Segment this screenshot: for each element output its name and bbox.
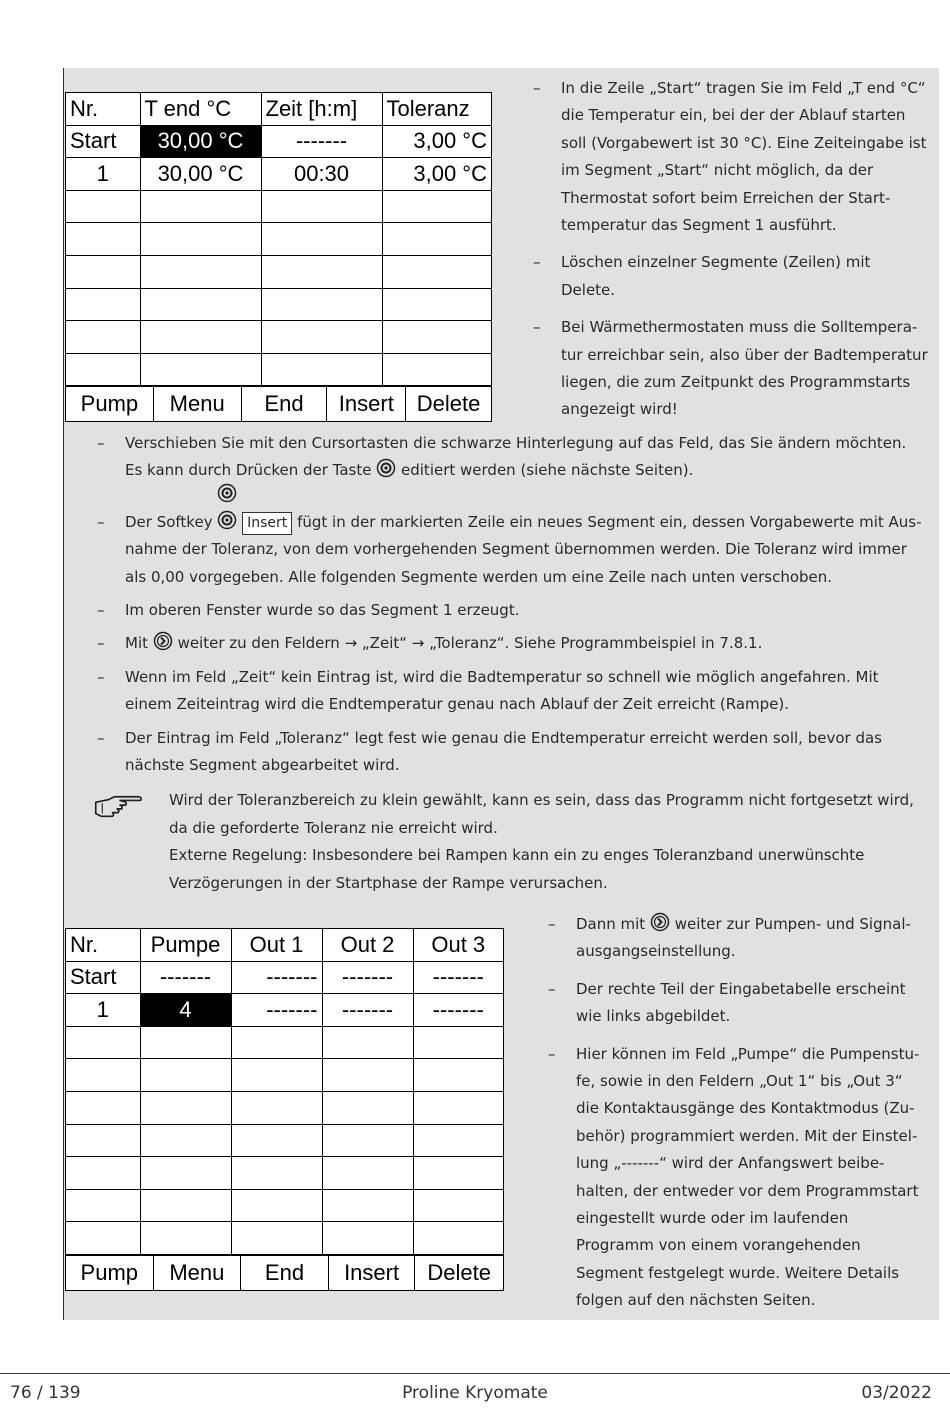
header-out-1: Out 1 <box>231 929 322 961</box>
document-title: Proline Kryomate <box>402 1383 548 1403</box>
bullet-item: – Verschieben Sie mit den Cursortasten die schwarze Hinterlegung auf das Feld, das Sie ändern möchten. Es kann durch Drücken der Taste editiert werden (siehe nächste Seiten). <box>97 434 907 480</box>
header-out-2: Out 2 <box>322 929 413 961</box>
softkey-bar <box>66 386 491 421</box>
softkey-pump[interactable]: Pump <box>80 1259 139 1285</box>
left-margin-line <box>63 68 64 1320</box>
bullet-text: Verschieben Sie mit den Cursortasten die schwarze Hinterlegung auf das Feld, das Sie ändern möchten. Es kann durch Drücken der Taste <box>125 434 907 480</box>
table-row-empty <box>66 1026 503 1059</box>
program-table-temperature <box>65 92 492 422</box>
bullet-text: Der Eintrag im Feld „Toleranz“ legt fest wie genau die Endtemperatur erreicht werden soll, bevor das nächste Segment abgearbeitet wird. <box>125 728 882 775</box>
table-row-empty <box>66 353 491 386</box>
table-row-empty <box>66 321 491 354</box>
bullet-text: Der rechte Teil der Eingabetabelle erscheint wie links abgebildet. <box>576 979 906 1026</box>
bullet-text: Der Softkey <box>125 512 213 531</box>
table-row <box>66 125 491 158</box>
bullet-item: – Dann mit weiter zur Pumpen- und Signalausgangseinstellung. <box>548 911 928 966</box>
softkey-delete[interactable]: Delete <box>405 387 491 421</box>
softkey-menu[interactable]: Menu <box>153 1256 241 1290</box>
table-row <box>66 961 503 994</box>
header-pumpe: Pumpe <box>140 929 231 961</box>
right-column-2 <box>548 911 928 1315</box>
table-row-empty <box>66 288 491 321</box>
table-header-row <box>66 93 491 125</box>
document-date: 03/2022 <box>861 1383 932 1403</box>
softkey-insert[interactable]: Insert <box>328 1256 415 1290</box>
bullet-text: fügt in der markierten Zeile ein neues Segment ein, dessen Vorgabewerte mit Ausnahme der Toleranz, von dem vorhergehenden Segment übernommen werden. Die Toleranz wird immer als 0,00 vorgegeben. Alle folgenden Segmente werden um eine Zeile nach unten verschoben. <box>125 512 922 586</box>
bullet-text: Wenn im Feld „Zeit“ kein Eintrag ist, wird die Badtemperatur so schnell wie möglich angefahren. Mit einem Zeiteintrag wird die Endtemperatur genau nach Ablauf der Zeit erreicht (Rampe). <box>125 667 879 714</box>
softkey-bar <box>66 1255 503 1290</box>
bullet-item: – Mit weiter zu den Feldern → „Zeit“ → „Toleranz“. Siehe Programmbeispiel in 7.8.1. <box>97 630 927 657</box>
bullet-text: Im oberen Fenster wurde so das Segment 1 erzeugt. <box>125 601 520 620</box>
right-column-1 <box>533 75 928 424</box>
pointing-hand-icon <box>91 793 149 821</box>
cell-out-1[interactable]: ------- <box>231 994 322 1027</box>
bullet-text: editiert werden (siehe nächste Seiten). <box>401 461 694 480</box>
bullet-text: Löschen einzelner Segmente (Zeilen) mit Delete. <box>561 253 871 299</box>
header-nr: Nr. <box>66 929 140 961</box>
note-block <box>97 787 927 897</box>
page-number: 76 / 139 <box>10 1383 81 1403</box>
bullet-text: Hier können im Feld „Pumpe“ die Pumpenstufe, sowie in den Feldern „Out 1“ bis „Out 3“ die Kontaktausgänge des Kontaktmodus (Zubehör) programmiert werden. Mit der Einstellung „-------“ wird der Anfangswert beibehalten, der entweder vor dem Programmstart eingestellt wurde oder im laufenden Programm von einem vorangehenden Segment festgelegt wurde. Weitere Details folgen auf den nächsten Seiten. <box>576 1044 920 1310</box>
cell-out-1[interactable]: ------- <box>231 961 322 994</box>
cell-out-3[interactable]: ------- <box>413 961 503 994</box>
table-row-empty <box>66 1091 503 1124</box>
header-nr: Nr. <box>66 93 140 125</box>
enter-key-icon <box>217 510 237 530</box>
cell-nr: Start <box>66 125 140 158</box>
bullet-item: – Löschen einzelner Segmente (Zeilen) mit Delete. <box>533 253 871 299</box>
softkey-menu[interactable]: Menu <box>153 387 241 421</box>
table-row-empty <box>66 1157 503 1190</box>
bullet-item: – In die Zeile „Start“ tragen Sie im Feld „T end °C“ die Temperatur ein, bei der der Ablauf starten soll (Vorgabewert ist 30 °C). Eine Zeiteingabe ist im Segment „Start“ nicht möglich, da der Thermostat sofort beim Erreichen der Starttemperatur das Segment 1 ausführt. <box>533 79 927 235</box>
bullet-text: Mit <box>125 634 148 653</box>
footer-rule <box>0 1373 950 1374</box>
right-arrow-key-icon <box>153 631 173 651</box>
header-toleranz: Toleranz <box>382 93 491 125</box>
header-out-3: Out 3 <box>413 929 503 961</box>
cell-pumpe-selected[interactable]: 4 <box>140 994 231 1027</box>
cell-out-3[interactable]: ------- <box>413 994 503 1027</box>
note-text: Wird der Toleranzbereich zu klein gewählt, kann es sein, dass das Programm nicht fortgesetzt wird, da die geforderte Toleranz nie erreicht wird. <box>169 791 914 837</box>
table-row-empty <box>66 1189 503 1222</box>
bullet-text: In die Zeile „Start“ tragen Sie im Feld „T end °C“ die Temperatur ein, bei der der Ablauf starten soll (Vorgabewert ist 30 °C). Eine Zeiteingabe ist im Segment „Start“ nicht möglich, da der Thermostat sofort beim Erreichen der Starttemperatur das Segment 1 ausführt. <box>561 79 927 235</box>
softkey-end[interactable]: End <box>240 1256 328 1290</box>
enter-key-icon <box>217 483 237 503</box>
bullet-text: Dann mit <box>576 915 646 933</box>
bullet-item: – Hier können im Feld „Pumpe“ die Pumpenstufe, sowie in den Feldern „Out 1“ bis „Out 3“ die Kontaktausgänge des Kontaktmodus (Zubehör) programmiert werden. Mit der Einstellung „-------“ wird der Anfangswert beibehalten, der entweder vor dem Programmstart eingestellt wurde oder im laufenden Programm von einem vorangehenden Segment festgelegt wurde. Weitere Details folgen auf den nächsten Seiten. <box>548 1044 920 1310</box>
cell-toleranz[interactable]: 3,00 °C <box>382 125 491 158</box>
table-row <box>66 994 503 1027</box>
enter-key-icon <box>376 458 396 478</box>
table-row-empty <box>66 1124 503 1157</box>
cell-nr: Start <box>66 961 140 994</box>
softkey-insert-label: Insert <box>242 512 292 535</box>
softkey-pump[interactable]: Pump <box>80 391 139 417</box>
bullet-text: weiter zu den Feldern → „Zeit“ → „Toleranz“. Siehe Programmbeispiel in 7.8.1. <box>177 634 763 653</box>
cell-t-end[interactable]: 30,00 °C <box>140 158 261 191</box>
bullet-item: – Der rechte Teil der Eingabetabelle erscheint wie links abgebildet. <box>548 979 906 1026</box>
table-row-empty <box>66 1059 503 1092</box>
cell-toleranz[interactable]: 3,00 °C <box>382 158 491 191</box>
header-zeit: Zeit [h:m] <box>261 93 382 125</box>
cell-out-2[interactable]: ------- <box>322 994 413 1027</box>
softkey-insert[interactable]: Insert <box>326 387 405 421</box>
cell-nr: 1 <box>66 158 140 191</box>
table-row <box>66 158 491 191</box>
header-t-end: T end °C <box>140 93 261 125</box>
bullet-item: – Bei Wärmethermostaten muss die Solltemperatur erreichbar sein, also über der Badtemperatur liegen, die zum Zeitpunkt des Programmstarts angezeigt wird! <box>533 318 928 419</box>
middle-section <box>97 430 927 897</box>
table-row-empty <box>66 255 491 288</box>
bullet-item: – Im oberen Fenster wurde so das Segment 1 erzeugt. <box>97 601 520 620</box>
right-arrow-key-icon <box>650 912 670 932</box>
cell-out-2[interactable]: ------- <box>322 961 413 994</box>
table-row-empty <box>66 190 491 223</box>
bullet-item: – Der Eintrag im Feld „Toleranz“ legt fest wie genau die Endtemperatur erreicht werden soll, bevor das nächste Segment abgearbeitet wird. <box>97 728 882 775</box>
bullet-text: weiter zur Pumpen- und Signalausgangseinstellung. <box>576 915 911 961</box>
table-row-empty <box>66 1222 503 1255</box>
softkey-end[interactable]: End <box>241 387 327 421</box>
cell-pumpe[interactable]: ------- <box>140 961 231 994</box>
cell-nr: 1 <box>66 994 140 1027</box>
table-header-row <box>66 929 503 961</box>
program-table-outputs <box>65 928 504 1291</box>
softkey-delete[interactable]: Delete <box>414 1256 503 1290</box>
bullet-item: – Der Softkey Insert fügt in der markierten Zeile ein neues Segment ein, dessen Vorgabewerte mit Ausnahme der Toleranz, von dem vorhergehenden Segment übernommen werden. Die Toleranz wird immer als 0,00 vorgegeben. Alle folgenden Segmente werden um eine Zeile nach unten verschoben. <box>97 509 927 591</box>
bullet-text: Bei Wärmethermostaten muss die Solltemperatur erreichbar sein, also über der Badtemperatur liegen, die zum Zeitpunkt des Programmstarts angezeigt wird! <box>561 318 928 419</box>
bullet-item: – Wenn im Feld „Zeit“ kein Eintrag ist, wird die Badtemperatur so schnell wie möglich angefahren. Mit einem Zeiteintrag wird die Endtemperatur genau nach Ablauf der Zeit erreicht (Rampe). <box>97 667 879 714</box>
cell-zeit[interactable]: ------- <box>261 125 382 158</box>
table-row-empty <box>66 223 491 256</box>
cell-zeit[interactable]: 00:30 <box>261 158 382 191</box>
note-text: Externe Regelung: Insbesondere bei Rampen kann ein zu enges Toleranzband unerwünschte Verzögerungen in der Startphase der Rampe verursachen. <box>169 846 865 892</box>
cell-t-end-selected[interactable]: 30,00 °C <box>140 125 261 158</box>
